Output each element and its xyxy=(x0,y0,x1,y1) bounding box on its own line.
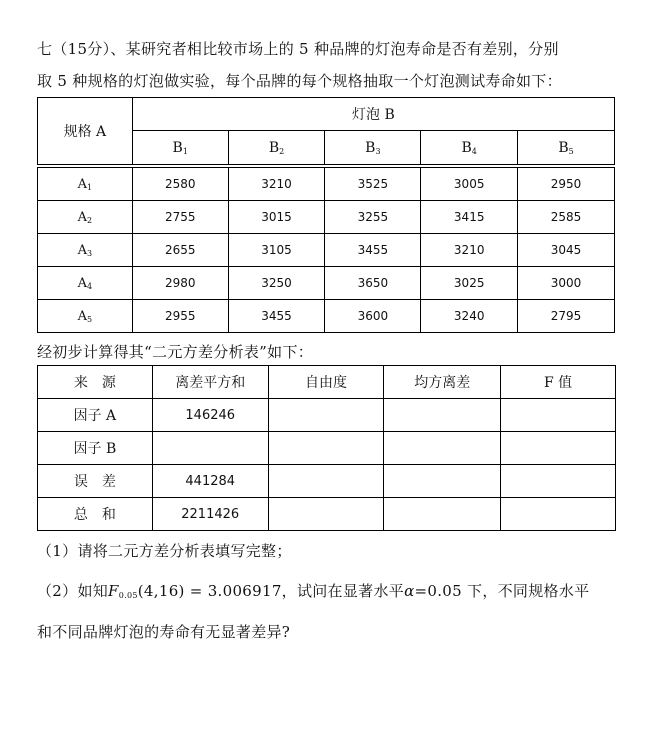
brand-subscript: 3 xyxy=(375,146,381,156)
anova-row xyxy=(38,498,616,531)
anova-row xyxy=(38,465,616,498)
brand-letter: B xyxy=(268,139,280,156)
brand-col-header xyxy=(228,131,325,165)
brand-col-header xyxy=(518,131,615,165)
spec-label xyxy=(38,201,133,234)
brand-subscript: 4 xyxy=(471,146,477,156)
lifetime-cell: 2755 xyxy=(132,201,228,234)
lifetime-cell: 3210 xyxy=(228,168,325,201)
question-2 xyxy=(37,580,589,601)
lifetime-cell: 3650 xyxy=(325,267,421,300)
anova-ms xyxy=(384,399,501,432)
brand-header: 灯泡 B xyxy=(132,98,614,131)
anova-ss xyxy=(152,432,268,465)
spec-label xyxy=(38,267,133,300)
anova-source: 因子 B xyxy=(38,432,153,465)
lifetime-cell: 2955 xyxy=(132,300,228,333)
anova-df xyxy=(268,465,384,498)
lifetime-cell: 3045 xyxy=(518,234,615,267)
spec-header: 规格 A xyxy=(38,98,133,165)
spec-label xyxy=(38,300,133,333)
table-row xyxy=(38,168,615,201)
lifetime-cell: 2580 xyxy=(132,168,228,201)
lifetime-cell: 3525 xyxy=(325,168,421,201)
spec-subscript: 4 xyxy=(87,281,93,291)
lifetime-cell: 3250 xyxy=(228,267,325,300)
brand-subscript: 2 xyxy=(279,146,285,156)
anova-ms xyxy=(384,432,501,465)
lifetime-cell: 2950 xyxy=(518,168,615,201)
anova-col-header: 自由度 xyxy=(268,366,384,399)
table-row xyxy=(38,300,615,333)
lifetime-cell: 3000 xyxy=(518,267,615,300)
lifetime-cell: 3600 xyxy=(325,300,421,333)
q2-f-subscript: 0.05 xyxy=(118,591,138,600)
brand-col-header xyxy=(132,131,228,165)
brand-letter: B xyxy=(172,139,183,156)
anova-source: 总 和 xyxy=(38,498,153,531)
anova-df xyxy=(268,399,384,432)
anova-col-header: 来 源 xyxy=(38,366,153,399)
spec-label xyxy=(38,234,133,267)
anova-col-header: 均方离差 xyxy=(384,366,501,399)
q2-alpha: α xyxy=(404,582,415,600)
spec-letter: A xyxy=(77,275,88,291)
anova-col-header: F 值 xyxy=(501,366,616,399)
lifetime-cell: 3105 xyxy=(228,234,325,267)
lifetime-cell: 2980 xyxy=(132,267,228,300)
anova-source: 误 差 xyxy=(38,465,153,498)
table-row xyxy=(38,201,615,234)
anova-source: 因子 A xyxy=(38,399,153,432)
spec-subscript: 5 xyxy=(87,314,93,324)
brand-col-header xyxy=(421,131,518,165)
lifetime-cell: 2585 xyxy=(518,201,615,234)
anova-ms xyxy=(384,465,501,498)
anova-f xyxy=(501,399,616,432)
anova-ss: 146246 xyxy=(152,399,268,432)
brand-letter: B xyxy=(558,139,569,156)
anova-f xyxy=(501,432,616,465)
lifetime-cell: 2655 xyxy=(132,234,228,267)
lifetime-cell: 3455 xyxy=(228,300,325,333)
anova-f xyxy=(501,465,616,498)
lifetime-cell: 3415 xyxy=(421,201,518,234)
q2-mid: (4,16) = 3.006917，试问在显著水平 xyxy=(137,582,405,600)
anova-df xyxy=(268,432,384,465)
spec-label xyxy=(38,168,133,201)
brand-letter: B xyxy=(461,139,472,156)
lifetime-cell: 3025 xyxy=(421,267,518,300)
lifetime-cell: 3455 xyxy=(325,234,421,267)
anova-table xyxy=(37,365,616,531)
brand-col-header xyxy=(325,131,421,165)
lifetime-cell: 3255 xyxy=(325,201,421,234)
lifetime-cell: 3005 xyxy=(421,168,518,201)
brand-letter: B xyxy=(365,139,376,156)
lifetime-cell: 2795 xyxy=(518,300,615,333)
lifetime-cell: 3240 xyxy=(421,300,518,333)
spec-subscript: 2 xyxy=(87,215,93,225)
anova-row xyxy=(38,432,616,465)
q2-f-symbol: F xyxy=(108,582,119,600)
q2-suffix: =0.05 下，不同规格水平 xyxy=(414,582,590,600)
spec-letter: A xyxy=(77,308,88,324)
anova-f xyxy=(501,498,616,531)
anova-df xyxy=(268,498,384,531)
brand-subscript: 1 xyxy=(182,146,188,156)
spec-letter: A xyxy=(77,242,88,258)
spec-subscript: 1 xyxy=(87,182,93,192)
problem-line-2: 取 5 种规格的灯泡做实验，每个品牌的每个规格抽取一个灯泡测试寿命如下： xyxy=(37,72,562,90)
spec-letter: A xyxy=(77,209,88,225)
table-row xyxy=(38,234,615,267)
spec-letter: A xyxy=(77,176,88,192)
anova-ms xyxy=(384,498,501,531)
problem-line-1: 七（15分）、某研究者相比较市场上的 5 种品牌的灯泡寿命是否有差别，分别 xyxy=(37,40,559,58)
anova-ss: 2211426 xyxy=(152,498,268,531)
question-3: 和不同品牌灯泡的寿命有无显著差异? xyxy=(37,623,291,641)
table-row xyxy=(38,267,615,300)
anova-col-header: 离差平方和 xyxy=(152,366,268,399)
lifetime-cell: 3210 xyxy=(421,234,518,267)
lifetime-cell: 3015 xyxy=(228,201,325,234)
brand-subscript: 5 xyxy=(568,146,574,156)
anova-ss: 441284 xyxy=(152,465,268,498)
question-1: （1）请将二元方差分析表填写完整； xyxy=(37,542,292,560)
anova-row xyxy=(38,399,616,432)
q2-prefix: （2）如知 xyxy=(37,582,109,600)
intro-anova: 经初步计算得其“二元方差分析表”如下： xyxy=(37,343,314,361)
lifetime-table xyxy=(37,97,615,333)
spec-subscript: 3 xyxy=(87,248,93,258)
